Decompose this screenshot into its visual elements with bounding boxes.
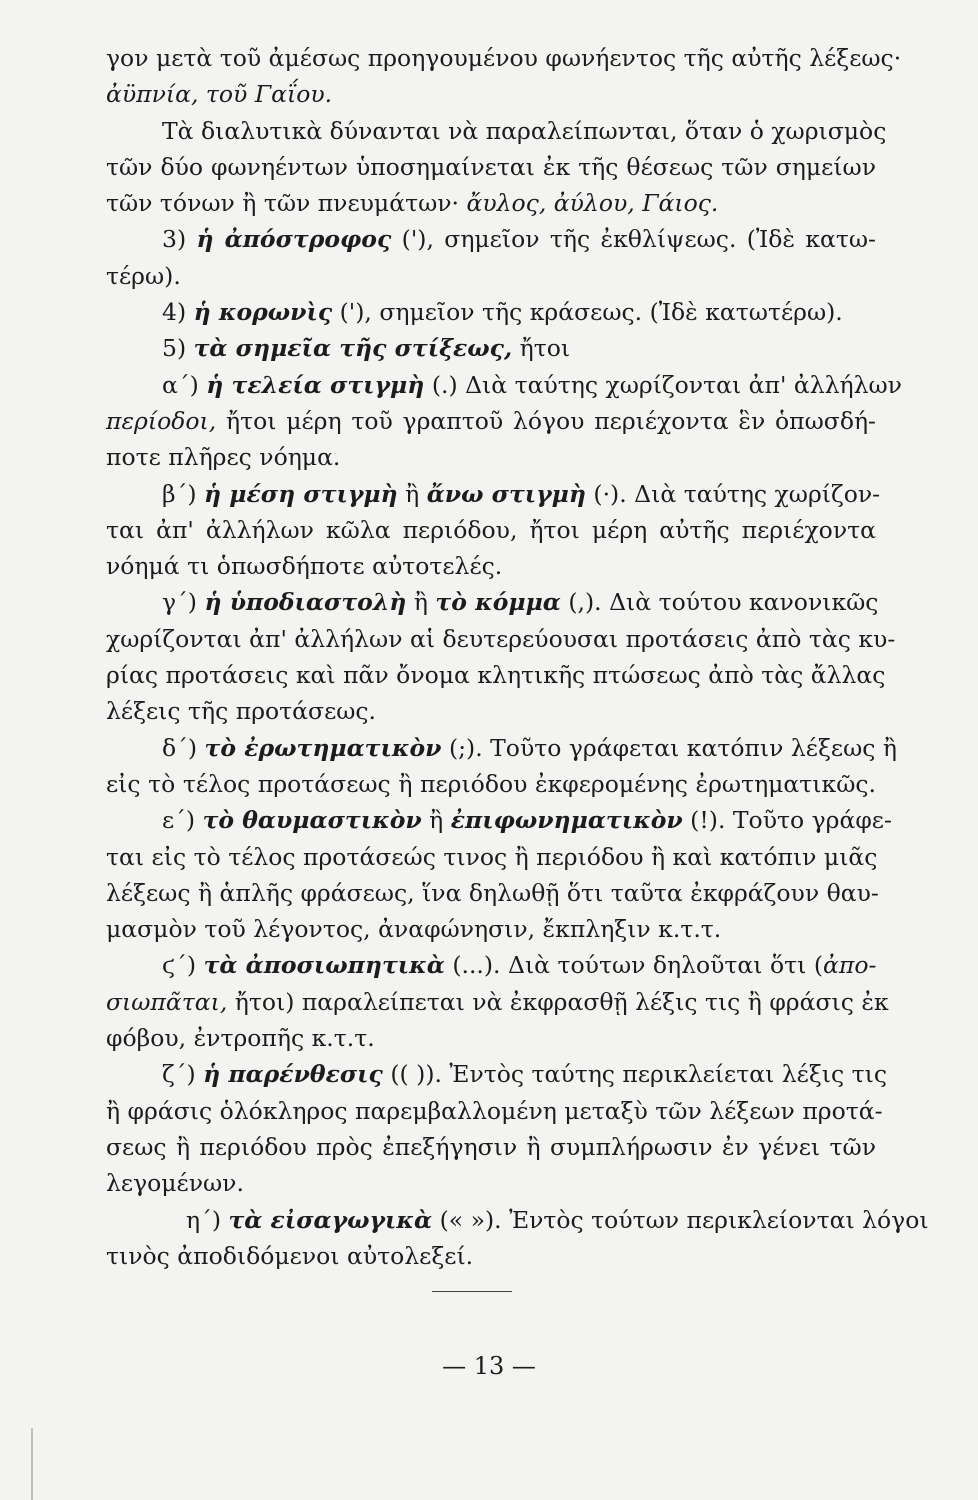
text-line: τῶν τόνων ἢ τῶν πνευμάτων· ἄυλος, ἀύλου, Γάιος. xyxy=(106,189,719,218)
text-line: σιωπᾶται, ἤτοι) παραλείπεται νὰ ἐκφρασθῇ λέξις τις ἢ φράσις ἐκ xyxy=(106,987,889,1016)
text-line: ται ἀπ' ἀλλήλων κῶλα περιόδου, ἤτοι μέρη αὐτῆς περιέχοντα xyxy=(106,515,876,544)
text-line: ζ΄) ἡ παρένθεσις (( )). Ἐντὸς ταύτης περικλείεται λέξις τις xyxy=(162,1060,887,1089)
text-line: ϛ΄) τὰ ἀποσιωπητικὰ (...). Διὰ τούτων δηλοῦται ὅτι (ἀπο- xyxy=(162,951,877,980)
text-line: μασμὸν τοῦ λέγοντος, ἀναφώνησιν, ἔκπληξιν κ.τ.τ. xyxy=(106,915,722,944)
text-line: ἀϋπνία, τοῦ Γαΐου. xyxy=(106,80,333,109)
text-line: ρίας προτάσεις καὶ πᾶν ὄνομα κλητικῆς πτώσεως ἀπὸ τὰς ἄλλας xyxy=(106,661,886,690)
text-line: ποτε πλῆρες νόημα. xyxy=(106,443,341,472)
text-line: Τὰ διαλυτικὰ δύνανται νὰ παραλείπωνται, ὅταν ὁ χωρισμὸς xyxy=(162,116,887,145)
binding-edge xyxy=(31,1428,33,1500)
text-line: γον μετὰ τοῦ ἀμέσως προηγουμένου φωνήεντος τῆς αὐτῆς λέξεως· xyxy=(106,44,902,72)
text-line: λεγομένων. xyxy=(106,1169,244,1198)
text-line: τέρω). xyxy=(106,261,181,290)
text-line: γ΄) ἡ ὑποδιαστολὴ ἢ τὸ κόμμα (,). Διὰ τούτου κανονικῶς xyxy=(162,588,879,617)
text-line: β΄) ἡ μέση στιγμὴ ἢ ἄνω στιγμὴ (·). Διὰ ταύτης χωρίζον- xyxy=(162,479,881,508)
text-line: 4) ἡ κορωνὶς ('), σημεῖον τῆς κράσεως. (Ἰδὲ κατωτέρω). xyxy=(162,298,843,327)
section-divider xyxy=(432,1291,512,1292)
text-line: τῶν δύο φωνηέντων ὑποσημαίνεται ἐκ τῆς θέσεως τῶν σημείων xyxy=(106,152,876,181)
text-line: φόβου, ἐντροπῆς κ.τ.τ. xyxy=(106,1024,375,1053)
text-line: ται εἰς τὸ τέλος προτάσεώς τινος ἢ περιόδου ἢ καὶ κατόπιν μιᾶς xyxy=(106,842,878,871)
text-line: η΄) τὰ εἰσαγωγικὰ (« »). Ἐντὸς τούτων περικλείονται λόγοι xyxy=(186,1205,929,1234)
text-line: ε΄) τὸ θαυμαστικὸν ἢ ἐπιφωνηματικὸν (!). Τοῦτο γράφε- xyxy=(162,806,892,835)
text-line: 3) ἡ ἀπόστροφος ('), σημεῖον τῆς ἐκθλίψεως. (Ἰδὲ κατω- xyxy=(162,225,876,254)
text-line: νόημά τι ὁπωσδήποτε αὐτοτελές. xyxy=(106,552,503,581)
text-line: εἰς τὸ τέλος προτάσεως ἢ περιόδου ἐκφερομένης ἐρωτηματικῶς. xyxy=(106,769,876,798)
text-line: περίοδοι, ἤτοι μέρη τοῦ γραπτοῦ λόγου περιέχοντα ἓν ὁπωσδή- xyxy=(106,406,876,435)
text-line: ἢ φράσις ὁλόκληρος παρεμβαλλομένη μεταξὺ τῶν λέξεων προτά- xyxy=(106,1096,883,1125)
text-line: δ΄) τὸ ἐρωτηματικὸν (;). Τοῦτο γράφεται κατόπιν λέξεως ἢ xyxy=(162,733,897,762)
text-line: λέξεις τῆς προτάσεως. xyxy=(106,697,377,726)
text-line: χωρίζονται ἀπ' ἀλλήλων αἱ δευτερεύουσαι προτάσεις ἀπὸ τὰς κυ- xyxy=(106,624,896,653)
text-line: σεως ἢ περιόδου πρὸς ἐπεξήγησιν ἢ συμπλήρωσιν ἐν γένει τῶν xyxy=(106,1132,876,1161)
text-line: λέξεως ἢ ἁπλῆς φράσεως, ἵνα δηλωθῇ ὅτι ταῦτα ἐκφράζουν θαυ- xyxy=(106,878,879,907)
text-line: α΄) ἡ τελεία στιγμὴ (.) Διὰ ταύτης χωρίζονται ἀπ' ἀλλήλων xyxy=(162,370,902,399)
page-body xyxy=(106,40,929,1274)
text-line: 5) τὰ σημεῖα τῆς στίξεως, ἤτοι xyxy=(162,334,571,363)
page-number: — 13 — xyxy=(442,1352,536,1380)
text-line: τινὸς ἀποδιδόμενοι αὐτολεξεί. xyxy=(106,1241,474,1270)
